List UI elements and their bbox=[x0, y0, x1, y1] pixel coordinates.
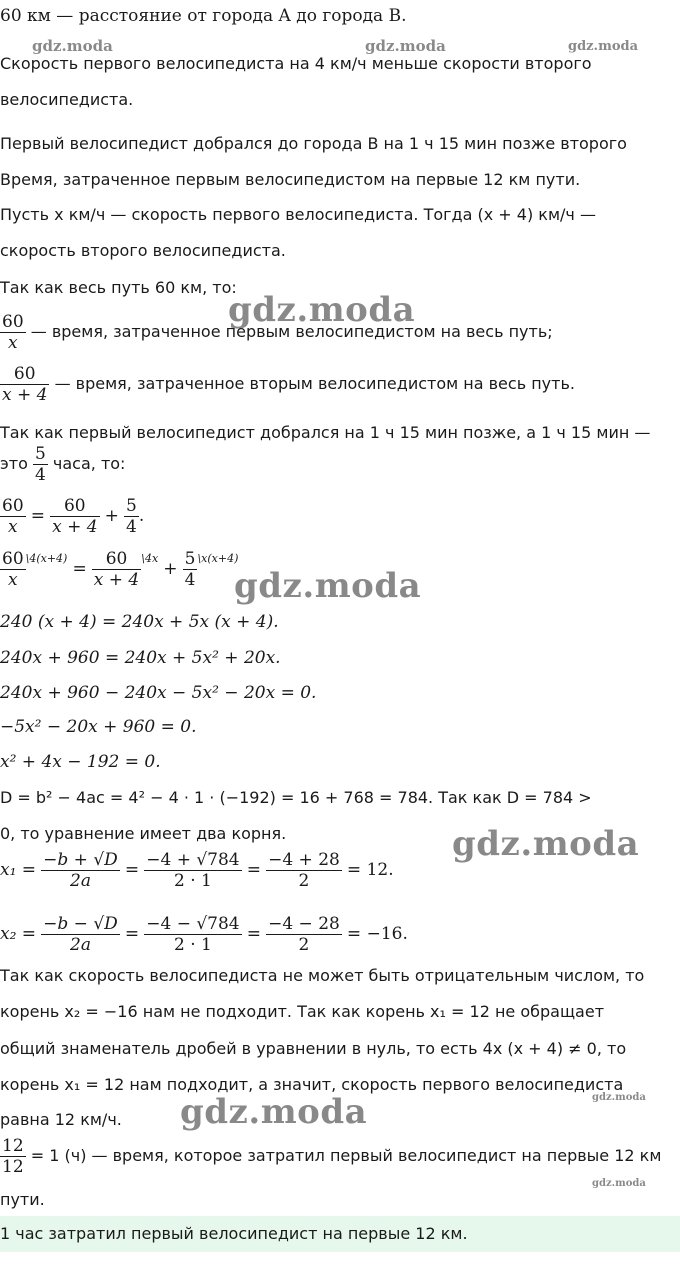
watermark: gdz.moda bbox=[592, 1178, 646, 1189]
fraction-60-x4: $\frac{60}{x + 4}$ bbox=[93, 549, 140, 590]
equation-line-5: x² + 4x − 192 = 0. bbox=[0, 752, 161, 772]
text-line-3: велосипедиста. bbox=[0, 90, 134, 109]
eq-sign: = bbox=[124, 924, 140, 944]
watermark: gdz.moda bbox=[568, 39, 639, 54]
discriminant-line-2: 0, то уравнение имеет два корня. bbox=[0, 824, 287, 843]
fraction-formula: $\frac{-b - √D}{2a}$ bbox=[43, 914, 118, 955]
answer-text: 1 час затратил первый велосипедист на первые 12 км. bbox=[0, 1224, 468, 1243]
text-chasa: часа, то: bbox=[52, 454, 126, 473]
fraction-60-x4: $\frac{60}{x + 4}$ bbox=[2, 364, 48, 405]
fraction-60-x: $\frac{60}{x}$ bbox=[2, 312, 24, 353]
watermark: gdz.moda bbox=[592, 1092, 646, 1103]
plus-sign: + bbox=[163, 559, 178, 579]
fraction-5-4: $\frac{5}{4}$ bbox=[125, 496, 137, 537]
line-time-first bbox=[0, 312, 553, 353]
text-line-t1: Так как скорость велосипедиста не может быть отрицательным числом, то bbox=[0, 966, 645, 985]
multiplier-annotation: \4x bbox=[141, 552, 159, 565]
text-line-11: Так как первый велосипедист добрался на 1 ч 15 мин позже, а 1 ч 15 мин — bbox=[0, 423, 651, 442]
equation-multipliers bbox=[0, 548, 238, 590]
watermark: gdz.moda bbox=[32, 37, 113, 55]
text-line-9: — время, затраченное первым велосипедистом на весь путь; bbox=[30, 322, 553, 341]
text-line-2: Скорость первого велосипедиста на 4 км/ч меньше скорости второго bbox=[0, 54, 592, 73]
text-line-t4: корень x₁ = 12 нам подходит, а значит, скорость первого велосипедиста bbox=[0, 1075, 624, 1094]
fraction-60-x: $\frac{60}{x}$ bbox=[2, 549, 24, 590]
equation-line-4: −5x² − 20x + 960 = 0. bbox=[0, 717, 197, 737]
fraction-substituted: $\frac{-4 - √784}{2 \cdot 1}$ bbox=[146, 914, 240, 955]
text-line-t5: равна 12 км/ч. bbox=[0, 1110, 122, 1129]
text-line-t2: корень x₂ = −16 нам не подходит. Так как корень x₁ = 12 не обращает bbox=[0, 1002, 605, 1021]
watermark: gdz.moda bbox=[180, 1092, 368, 1132]
root-x1-line bbox=[0, 850, 394, 891]
root-x2-line bbox=[0, 914, 408, 955]
eq-sign: = bbox=[124, 860, 140, 880]
equation-line-3: 240x + 960 − 240x − 5x² − 20x = 0. bbox=[0, 683, 317, 703]
text-line-7: скорость второго велосипедиста. bbox=[0, 241, 286, 260]
watermark: gdz.moda bbox=[234, 566, 422, 606]
fraction-5-4: $\frac{5}{4}$ bbox=[34, 444, 46, 485]
text-line-4: Первый велосипедист добрался до города B на 1 ч 15 мин позже второго bbox=[0, 134, 627, 153]
text-line-t7: пути. bbox=[0, 1190, 45, 1209]
text-line-6: Пусть x км/ч — скорость первого велосипедиста. Тогда (x + 4) км/ч — bbox=[0, 205, 596, 224]
line-time-second bbox=[0, 364, 575, 405]
text-line-1: 60 км — расстояние от города A до города B. bbox=[0, 6, 407, 26]
watermark: gdz.moda bbox=[228, 290, 416, 330]
multiplier-annotation: \4(x+4) bbox=[25, 552, 68, 565]
text-line-t3: общий знаменатель дробей в уравнении в нуль, то есть 4x (x + 4) ≠ 0, то bbox=[0, 1039, 627, 1058]
multiplier-annotation: \x(x+4) bbox=[197, 552, 239, 565]
eq-sign: = bbox=[246, 924, 261, 944]
fraction-simplified: $\frac{-4 - 28}{2}$ bbox=[268, 914, 340, 955]
root-x2-result: = −16. bbox=[346, 924, 408, 944]
text-line-t6: = 1 (ч) — время, которое затратил первый велосипедист на первые 12 км bbox=[30, 1146, 662, 1165]
equation-main bbox=[0, 496, 144, 537]
text-line-8: Так как весь путь 60 км, то: bbox=[0, 278, 237, 297]
text-line-5: Время, затраченное первым велосипедистом на первые 12 км пути. bbox=[0, 170, 581, 189]
period: . bbox=[138, 506, 145, 526]
line-time-12km bbox=[0, 1136, 661, 1177]
watermark: gdz.moda bbox=[452, 824, 640, 864]
equation-line-1: 240 (x + 4) = 240x + 5x (x + 4). bbox=[0, 612, 279, 632]
fraction-60-x: $\frac{60}{x}$ bbox=[2, 496, 24, 537]
root-x1-label: x₁ = bbox=[0, 860, 37, 880]
fraction-simplified: $\frac{-4 + 28}{2}$ bbox=[268, 850, 340, 891]
root-x2-label: x₂ = bbox=[0, 924, 37, 944]
eq-sign: = bbox=[72, 559, 87, 579]
text-line-10: — время, затраченное вторым велосипедистом на весь путь. bbox=[54, 374, 575, 393]
eq-sign: = bbox=[30, 506, 45, 526]
equation-line-2: 240x + 960 = 240x + 5x² + 20x. bbox=[0, 648, 281, 668]
watermark: gdz.moda bbox=[365, 37, 446, 55]
text-eto: это bbox=[0, 454, 28, 473]
fraction-5-4: $\frac{5}{4}$ bbox=[184, 549, 196, 590]
answer-box bbox=[0, 1216, 680, 1252]
line-five-fourths bbox=[0, 444, 125, 485]
plus-sign: + bbox=[104, 506, 119, 526]
fraction-60-x4: $\frac{60}{x + 4}$ bbox=[52, 496, 98, 537]
eq-sign: = bbox=[246, 860, 261, 880]
fraction-formula: $\frac{-b + √D}{2a}$ bbox=[43, 850, 118, 891]
fraction-substituted: $\frac{-4 + √784}{2 \cdot 1}$ bbox=[146, 850, 240, 891]
root-x1-result: = 12. bbox=[346, 860, 394, 880]
discriminant-line: D = b² − 4ac = 4² − 4 · 1 · (−192) = 16 + 768 = 784. Так как D = 784 > bbox=[0, 788, 592, 807]
fraction-12-12: $\frac{12}{12}$ bbox=[2, 1136, 24, 1177]
